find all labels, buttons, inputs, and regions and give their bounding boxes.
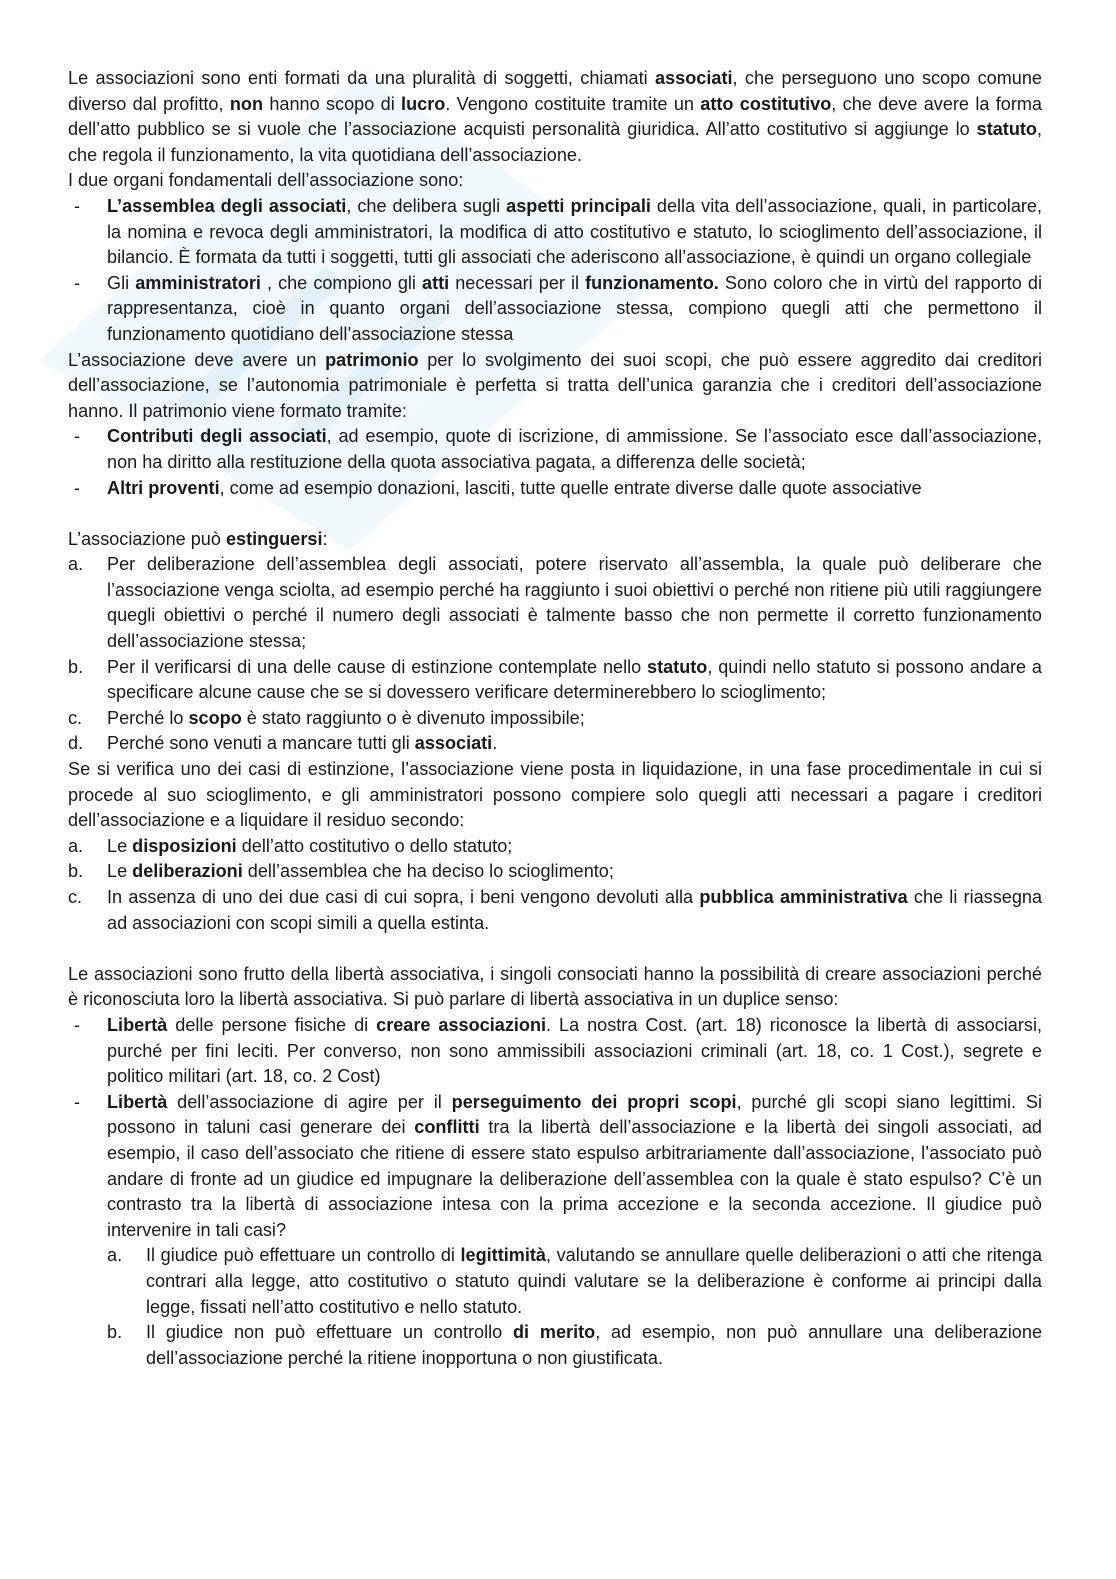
paragraph-extinction-intro: L’associazione può estinguersi: — [68, 528, 328, 549]
list-item: - Altri proventi, come ad esempio donazioni, lasciti, tutte quelle entrate diverse dalle quote associative — [68, 476, 1042, 502]
list-marker: a. — [68, 835, 84, 856]
list-marker: - — [74, 1091, 81, 1112]
list-item: - Libertà delle persone fisiche di creare associazioni. La nostra Cost. (art. 18) riconosce la libertà di associarsi, purché per fini leciti. Per converso, non sono ammissibili associazioni criminali (art. 18, co. 1 Cost.), segrete e politico militari (art. 18, co. 2 Cost) — [68, 1013, 1042, 1090]
list-marker: d. — [68, 733, 84, 754]
list-item: b. Le deliberazioni dell’assemblea che ha deciso lo scioglimento; — [68, 859, 1042, 885]
list-item: c. In assenza di uno dei due casi di cui sopra, i beni vengono devoluti alla pubblica amministrativa che li riassegna ad associazioni con scopi simili a quella estinta. — [68, 885, 1042, 936]
paragraph-freedom-intro: Le associazioni sono frutto della libertà associativa, i singoli consociati hanno la possibilità di creare associazioni perché è riconosciuta loro la libertà associativa. Si può parlare di libertà associativa in un duplice senso: — [68, 963, 1042, 1010]
list-marker: - — [74, 477, 81, 498]
list-marker: a. — [107, 1245, 123, 1266]
paragraph-patrimony: L’associazione deve avere un patrimonio per lo svolgimento dei suoi scopi, che può essere aggredito dai creditori dell’associazione, se l’autonomia patrimoniale è perfetta si tratta dell’unica garanzia che i creditori dell’associazione hanno. Il patrimonio viene formato tramite: — [68, 349, 1043, 421]
list-item: a. Per deliberazione dell’assemblea degli associati, potere riservato all’assembla, la quale può deliberare che l’associazione venga sciolta, ad esempio perché ha raggiunto i suoi obiettivi o perché non ritiene più utili raggiungere quegli obiettivi o perché il numero degli associati è talmente basso che non permette il corretto funzionamento dell’associazione stessa; — [68, 552, 1042, 654]
list-marker: b. — [107, 1322, 123, 1343]
list-item: a. Il giudice può effettuare un controllo di legittimità, valutando se annullare quelle deliberazioni o atti che ritenga contrari alla legge, atto costitutivo o statuto quindi valutare se la deliberazione è conforme ai principi dalla legge, fissati nell’atto costitutivo e nello statuto. — [107, 1243, 1042, 1320]
paragraph-organs-intro: I due organi fondamentali dell’associazione sono: — [68, 170, 464, 191]
list-item: - Contributi degli associati, ad esempio, quote di iscrizione, di ammissione. Se l’associato esce dall’associazione, non ha diritto alla restituzione della quota associativa pagata, a differenza delle società; — [68, 424, 1042, 475]
list-marker: b. — [68, 656, 84, 677]
list-item: b. Il giudice non può effettuare un controllo di merito, ad esempio, non può annullare una deliberazione dell’associazione perché la ritiene inopportuna o non giustificata. — [107, 1320, 1042, 1371]
list-marker: b. — [68, 861, 84, 882]
list-marker: - — [74, 426, 81, 447]
list-item: a. Le disposizioni dell’atto costitutivo o dello statuto; — [68, 834, 1042, 860]
list-item: d. Perché sono venuti a mancare tutti gli associati. — [68, 731, 1042, 757]
list-item: b. Per il verificarsi di una delle cause di estinzione contemplate nello statuto, quindi nello statuto si possono andare a specificare alcune cause che se si dovessero verificare determinerebbero lo scioglimento; — [68, 655, 1042, 706]
list-marker: c. — [68, 887, 83, 907]
list-marker: - — [74, 195, 81, 216]
list-marker: - — [74, 272, 81, 293]
paragraph-intro: Le associazioni sono enti formati da una pluralità di soggetti, chiamati associati, che perseguono uno scopo comune diverso dal profitto, non hanno scopo di lucro. Vengono costituite tramite un atto costitutivo, che deve avere la forma dell’atto pubblico se si vuole che l’associazione acquisti personalità giuridica. All’atto costitutivo si aggiunge lo statuto, che regola il funzionamento, la vita quotidiana dell’associazione. — [68, 68, 1042, 165]
list-marker: a. — [68, 554, 84, 575]
paragraph-gap — [68, 501, 1042, 527]
list-item: - L’assemblea degli associati, che delibera sugli aspetti principali della vita dell’associazione, quali, in particolare, la nomina e revoca degli amministratori, la modifica di atto costitutivo e statuto, lo scioglimento dell’associazione, il bilancio. È formata da tutti i soggetti, tutti gli associati che aderiscono all’associazione, è quindi un organo collegiale — [68, 194, 1042, 271]
list-item: - Gli amministratori , che compiono gli atti necessari per il funzionamento. Sono coloro che in virtù del rapporto di rappresentanza, cioè in quanto organi dell’associazione stessa, compiono quegli atti che permettono il funzionamento quotidiano dell’associazione stessa — [68, 271, 1042, 348]
list-marker: - — [74, 1014, 81, 1035]
list-marker: c. — [68, 707, 83, 728]
paragraph-liquidation: Se si verifica uno dei casi di estinzione, l’associazione viene posta in liquidazione, in una fase procedimentale in cui si procede al suo scioglimento, e gli amministratori possono compiere solo quegli atti necessari a pagare i creditori dell’associazione e a liquidare il residuo secondo: — [68, 759, 1042, 831]
list-item: c. Perché lo scopo è stato raggiunto o è divenuto impossibile; — [68, 706, 1042, 732]
list-item: - Libertà dell’associazione di agire per il perseguimento dei propri scopi, purché gli scopi siano legittimi. Si possono in taluni casi generare dei conflitti tra la libertà dell’associazione e la libertà dei singoli associati, ad esempio, il caso dell’associato che ritiene di essere stato espulso arbitrariamente dall’associazione, l’associato può andare di fronte ad un giudice ed impugnare la deliberazione dell’assemblea con la quale è stato espulso? C’è un contrasto tra la libertà di associazione intesa con la prima accezione e la seconda accezione. Il giudice può intervenire in tali casi? — [68, 1090, 1042, 1244]
paragraph-gap — [68, 936, 1042, 962]
document-page — [68, 66, 1042, 1371]
